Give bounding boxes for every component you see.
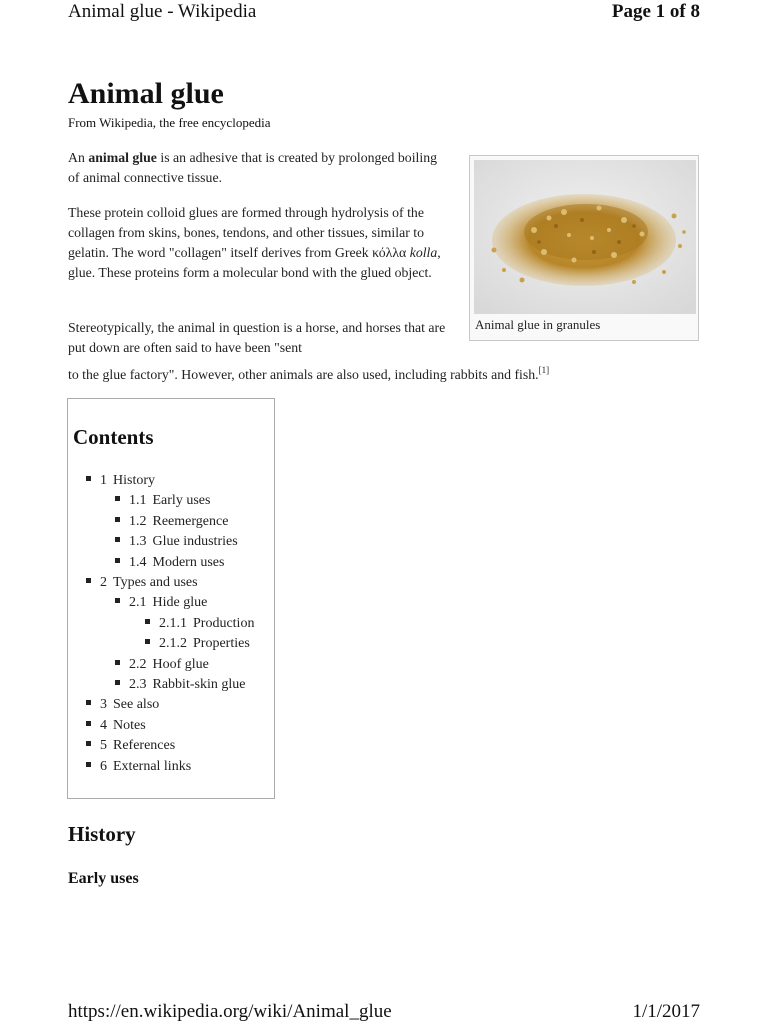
p1-text-pre: An xyxy=(68,150,89,165)
toc-item-number: 2.1 xyxy=(129,595,147,611)
bullet-icon xyxy=(115,598,120,603)
toc-item-label: See also xyxy=(113,697,160,713)
toc-item[interactable] xyxy=(115,675,245,695)
toc-item-label: Rabbit-skin glue xyxy=(152,677,246,692)
page-number: Page 1 of 8 xyxy=(611,1,700,22)
toc-item-number: 5 xyxy=(100,738,107,754)
bullet-icon xyxy=(86,721,91,726)
toc-item-label: Types and uses xyxy=(113,575,198,590)
table-of-contents xyxy=(67,398,275,799)
toc-title: Contents xyxy=(73,425,154,449)
toc-item-label: Early uses xyxy=(152,493,211,509)
toc-item-number: 4 xyxy=(100,717,107,733)
toc-item-label: Glue industries xyxy=(152,534,238,550)
animal-glue-granules-image[interactable] xyxy=(474,160,696,314)
toc-item-number: 2.1.1 xyxy=(159,615,187,631)
toc-item-label: Hoof glue xyxy=(152,656,209,672)
bullet-icon xyxy=(115,537,120,542)
toc-item[interactable] xyxy=(115,655,209,675)
toc-item-label: External links xyxy=(113,758,192,774)
p2-term-italic: kolla xyxy=(409,245,438,260)
p3-text-line2: to the glue factory". However, other animals are also used, including rabbits and fish. xyxy=(68,367,539,382)
toc-item[interactable] xyxy=(86,757,191,777)
p2-text-post: , glue. These proteins form a molecular bond with the glued object. xyxy=(68,245,441,280)
toc-item[interactable] xyxy=(86,573,198,593)
bullet-icon xyxy=(115,660,120,665)
bullet-icon xyxy=(86,476,91,481)
p3-text-line1: Stereotypically, the animal in question is a horse, and horses that are put down are often said to have been "sent xyxy=(68,320,446,355)
toc-item[interactable] xyxy=(115,532,238,552)
bullet-icon xyxy=(86,578,91,583)
bullet-icon xyxy=(115,558,120,563)
bullet-icon xyxy=(145,619,150,624)
toc-item-label: History xyxy=(113,473,155,488)
p1-text-post: is an adhesive that is created by prolonged boiling of animal connective tissue. xyxy=(68,150,438,185)
toc-item-number: 2.1.2 xyxy=(159,636,187,652)
bullet-icon xyxy=(145,639,150,644)
toc-item-number: 1 xyxy=(100,473,107,488)
toc-item-label: Properties xyxy=(193,636,250,652)
p1-term-bold: animal glue xyxy=(88,150,157,165)
toc-item-number: 2 xyxy=(100,575,107,590)
toc-item-number: 1.3 xyxy=(129,534,147,550)
toc-item[interactable] xyxy=(115,593,207,613)
toc-item-label: Notes xyxy=(113,717,146,733)
toc-item-label: Modern uses xyxy=(152,554,225,570)
toc-item-number: 2.2 xyxy=(129,656,147,672)
toc-item-number: 1.4 xyxy=(129,554,147,570)
print-date: 1/1/2017 xyxy=(632,1001,700,1022)
intro-paragraph-1 xyxy=(68,148,448,188)
toc-item-number: 2.3 xyxy=(129,677,147,692)
toc-item[interactable] xyxy=(86,716,146,736)
article-title: Animal glue xyxy=(68,77,224,110)
toc-item[interactable] xyxy=(145,614,254,634)
toc-item-number: 3 xyxy=(100,697,107,713)
bullet-icon xyxy=(115,517,120,522)
toc-item-label: Production xyxy=(193,615,255,631)
toc-item[interactable] xyxy=(145,634,250,654)
section-heading-history: History xyxy=(68,822,136,846)
toc-item[interactable] xyxy=(115,512,228,532)
article-tagline: From Wikipedia, the free encyclopedia xyxy=(68,115,271,130)
figure-box xyxy=(469,155,699,341)
toc-item[interactable] xyxy=(115,553,224,573)
bullet-icon xyxy=(86,741,91,746)
toc-item-label: References xyxy=(113,738,176,754)
bullet-icon xyxy=(115,680,120,685)
intro-paragraph-3 xyxy=(68,318,458,358)
p2-text-pre: These protein colloid glues are formed through hydrolysis of the collagen from skins, bones, tendons, and other tissues, similar to gelatin. The word "collagen" itself derives from Greek κόλλα xyxy=(68,205,424,260)
toc-item[interactable] xyxy=(86,471,155,491)
subsection-heading-early-uses: Early uses xyxy=(68,870,139,887)
toc-item-label: Hide glue xyxy=(152,595,208,611)
page-url: https://en.wikipedia.org/wiki/Animal_glue xyxy=(68,1001,392,1022)
citation-link[interactable]: [1] xyxy=(538,365,550,375)
toc-item[interactable] xyxy=(86,695,159,715)
bullet-icon xyxy=(115,496,120,501)
toc-item-number: 6 xyxy=(100,758,107,774)
toc-item-number: 1.2 xyxy=(129,513,147,529)
toc-item[interactable] xyxy=(86,736,175,756)
bullet-icon xyxy=(86,700,91,705)
intro-paragraph-2 xyxy=(68,203,448,283)
figure-caption: Animal glue in granules xyxy=(475,317,601,332)
bullet-icon xyxy=(86,762,91,767)
page-header-title: Animal glue - Wikipedia xyxy=(68,1,257,22)
toc-item-label: Reemergence xyxy=(152,513,229,529)
toc-item-number: 1.1 xyxy=(129,493,147,509)
toc-item[interactable] xyxy=(115,491,210,511)
intro-paragraph-3-continued xyxy=(68,360,549,385)
